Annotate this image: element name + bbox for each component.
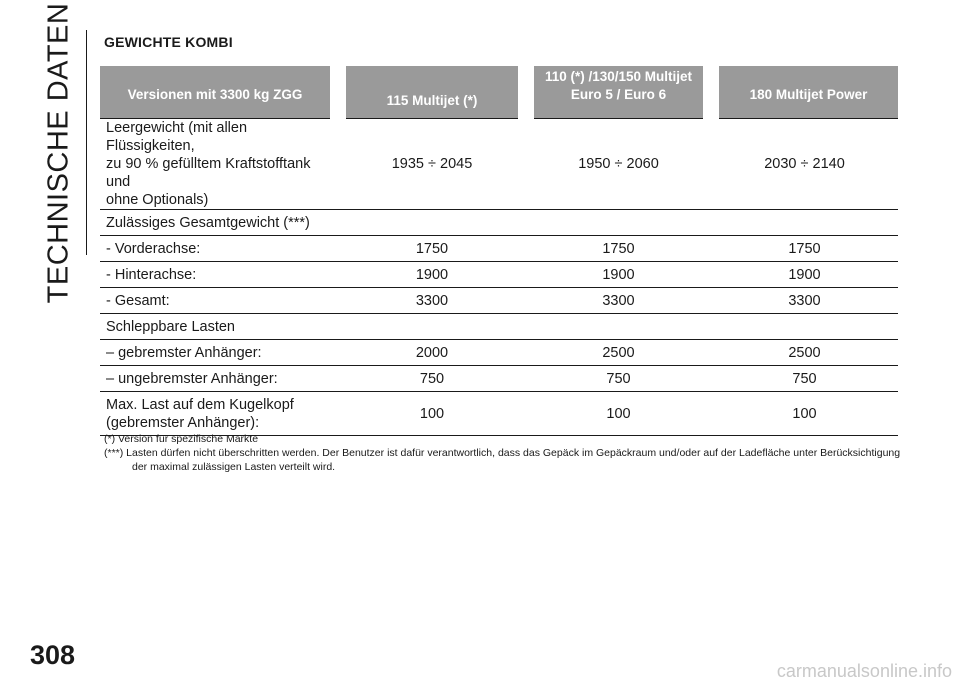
row-label: – ungebremster Anhänger:: [100, 366, 338, 392]
table-row-hinterachse: [100, 262, 898, 288]
chapter-title-text: TECHNISCHE DATEN: [42, 2, 75, 303]
row-label-line: (gebremster Anhänger):: [106, 414, 260, 431]
row-label: - Hinterachse:: [100, 262, 338, 288]
header-line: Euro 5 / Euro 6: [570, 87, 667, 102]
cell-value: [338, 210, 526, 236]
cell-value: 1750: [711, 236, 898, 262]
cell-value: [526, 314, 711, 340]
cell-value: 750: [338, 366, 526, 392]
row-label-line: Max. Last auf dem Kugelkopf: [106, 396, 294, 413]
cell-value: 100: [526, 392, 711, 436]
section-title: GEWICHTE KOMBI: [104, 34, 233, 50]
row-label-line: ohne Optionals): [106, 192, 209, 208]
row-label-line: Leergewicht (mit allen Flüssigkeiten,: [106, 120, 248, 154]
cell-value: 2500: [526, 340, 711, 366]
table-row-schleppbare-lasten-heading: [100, 314, 898, 340]
footnotes: [104, 432, 904, 474]
table-row-ungebremster-anhaenger: [100, 366, 898, 392]
cell-value: 2000: [338, 340, 526, 366]
row-label-line: zu 90 % gefülltem Kraftstofftank und: [106, 156, 311, 190]
cell-value: 1750: [338, 236, 526, 262]
cell-value: 1750: [526, 236, 711, 262]
cell-value: 100: [711, 392, 898, 436]
cell-value: 1935 ÷ 2045: [338, 119, 526, 210]
cell-value: 1900: [338, 262, 526, 288]
header-110-130-150-multijet: [526, 66, 711, 119]
row-label: - Gesamt:: [100, 288, 338, 314]
table-row-kugelkopf: [100, 392, 898, 436]
cell-value: 1900: [711, 262, 898, 288]
cell-value: [711, 210, 898, 236]
cell-value: 2500: [711, 340, 898, 366]
cell-value: 1900: [526, 262, 711, 288]
cell-value: [526, 210, 711, 236]
table-header-row: [100, 66, 898, 119]
row-label: [100, 392, 338, 436]
cell-value: 1950 ÷ 2060: [526, 119, 711, 210]
footnote: (***) Lasten dürfen nicht überschritten werden. Der Benutzer ist dafür verantwortlich, dass das Gepäck im Gepäckraum und/oder auf der Ladefläche unter Berücksichtigung der maximal zulässigen Lasten verteilt wird.: [104, 447, 901, 473]
chapter-title-vertical: [36, 2, 82, 303]
table-row-gesamt: [100, 288, 898, 314]
header-versions: Versionen mit 3300 kg ZGG: [100, 66, 338, 119]
table-row-leergewicht: [100, 119, 898, 210]
row-label: – gebremster Anhänger:: [100, 340, 338, 366]
header-line: 110 (*) /130/150 Multijet: [544, 69, 693, 84]
cell-value: [711, 314, 898, 340]
watermark: carmanualsonline.info: [776, 661, 952, 681]
cell-value: 3300: [526, 288, 711, 314]
footnote: (*) Version für spezifische Märkte: [104, 433, 259, 445]
cell-value: 750: [526, 366, 711, 392]
header-180-multijet-power: 180 Multijet Power: [711, 66, 898, 119]
cell-value: [338, 314, 526, 340]
cell-value: 750: [711, 366, 898, 392]
weights-table: [100, 66, 898, 436]
cell-value: 2030 ÷ 2140: [711, 119, 898, 210]
header-115-multijet: 115 Multijet (*): [338, 66, 526, 119]
row-label: [100, 119, 338, 210]
cell-value: 100: [338, 392, 526, 436]
page-number: 308: [30, 640, 76, 670]
table-row-vorderachse: [100, 236, 898, 262]
table-row-gesamtgewicht-heading: [100, 210, 898, 236]
cell-value: 3300: [711, 288, 898, 314]
row-label: - Vorderachse:: [100, 236, 338, 262]
cell-value: 3300: [338, 288, 526, 314]
row-label: Schleppbare Lasten: [100, 314, 338, 340]
table-row-gebremster-anhaenger: [100, 340, 898, 366]
row-label: Zulässiges Gesamtgewicht (***): [100, 210, 338, 236]
chapter-divider: [86, 30, 87, 255]
